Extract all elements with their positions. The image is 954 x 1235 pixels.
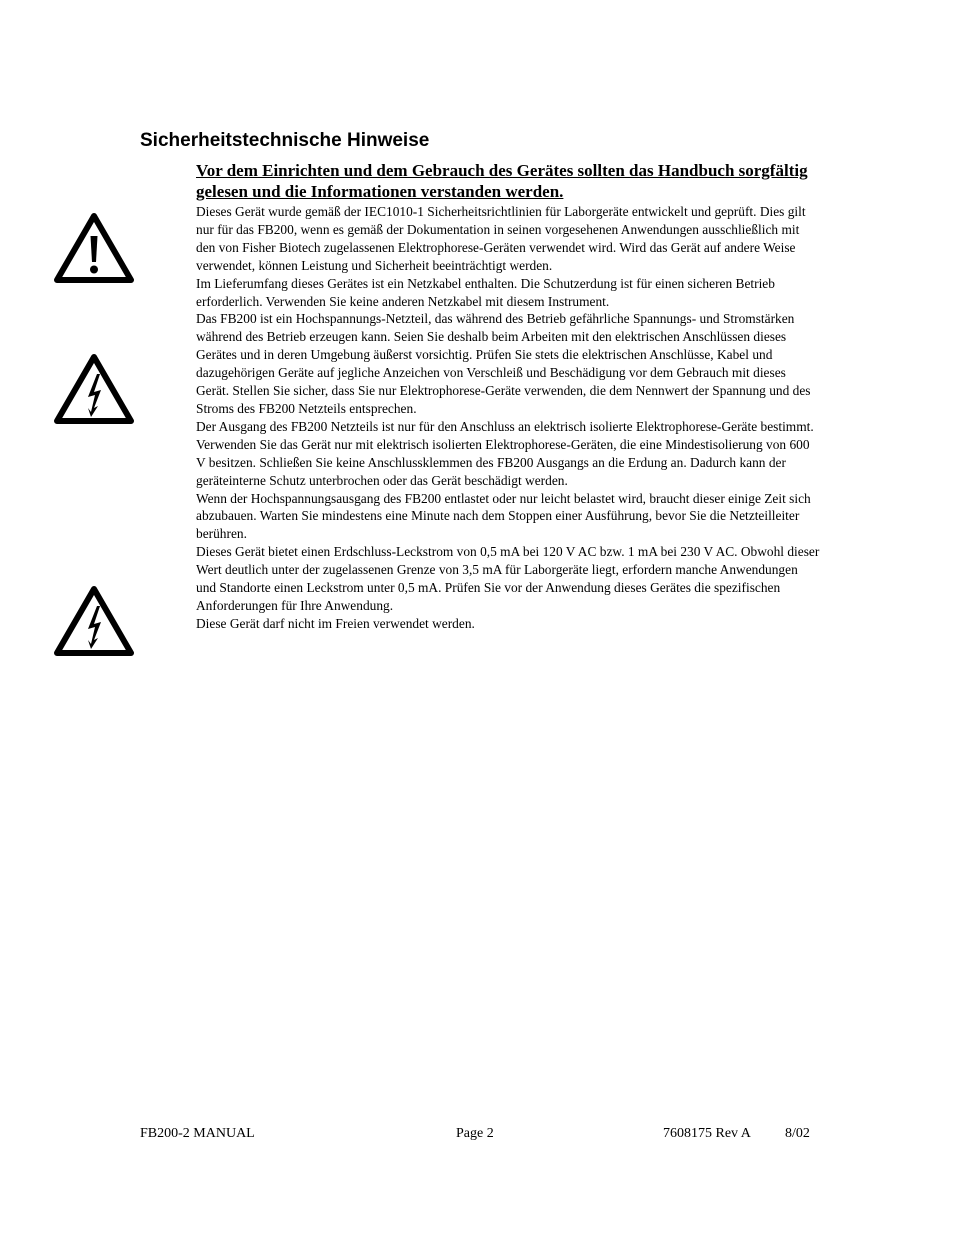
intro-notice: Vor dem Einrichten und dem Gebrauch des Gerätes sollten das Handbuch sorgfältig gelesen und die Informationen verstanden werden. <box>196 161 808 201</box>
page-title: Sicherheitstechnische Hinweise <box>140 130 430 151</box>
paragraph-iec-compliance: Dieses Gerät wurde gemäß der IEC1010-1 Sicherheitsrichtlinien für Laborgeräte entwickelt und geprüft. Dies gilt nur für das FB200, wenn es gemäß der Dokumentation in seinen vorgesehenen Anwendungen ausschließlich mit den von Fisher Biotech zugelassenen Elektrophorese-Geräten verwendet wird. Wird das Gerät auf andere Weise verwendet, können Leistung und Sicherheit beeinträchtigt werden. <box>196 204 806 273</box>
footer-date: 8/02 <box>785 1126 810 1141</box>
paragraph-indoor-use: Diese Gerät darf nicht im Freien verwendet werden. <box>196 615 475 631</box>
footer-doc-number: 7608175 Rev A <box>663 1126 751 1141</box>
paragraph-isolated-output: Der Ausgang des FB200 Netzteils ist nur für den Anschluss an elektrisch isolierte Elektrophorese-Geräte bestimmt. Verwenden Sie das Gerät nur mit elektrisch isolierten Elektrophorese-Geräten, die eine Mindestisolierung von 600 V besitzen. Schließen Sie keine Anschlussklemmen des FB200 Ausgangs an die Erdung an. Dadurch kann der geräteinterne Schutz unterbrochen oder das Gerät beschädigt werden. <box>196 418 814 488</box>
footer-page-number: Page 2 <box>456 1126 494 1141</box>
paragraph-power-cord: Im Lieferumfang dieses Gerätes ist ein Netzkabel enthalten. Die Schutzerdung ist für einen sicheren Betrieb erforderlich. Verwenden Sie keine anderen Netzkabel mit diesem Instrument. <box>196 275 775 309</box>
warning-exclamation-icon <box>54 212 134 284</box>
electric-shock-icon <box>54 353 134 425</box>
paragraph-high-voltage: Das FB200 ist ein Hochspannungs-Netzteil, das während des Betrieb gefährliche Spannungs- und Stromstärken während des Betrieb erzeugen kann. Seien Sie deshalb beim Arbeiten mit den elektrischen Anschlüssen dieses Gerätes und in deren Umgebung äußerst vorsichtig. Prüfen Sie stets die elektrischen Anschlüsse, Kabel und dazugehörigen Geräte auf jegliche Anzeichen von Verschleiß und Beschädigung vor dem Gebrauch mit dieses Gerät. Stellen Sie sicher, dass Sie nur Elektrophorese-Geräte verwenden, die dem Nennwert der Spannung und des Stroms des FB200 Netzteils entsprechen. <box>196 311 811 416</box>
electric-shock-icon <box>54 585 134 657</box>
paragraph-discharge-time: Wenn der Hochspannungsausgang des FB200 entlastet oder nur leicht belastet wird, braucht dieser einige Zeit sich abzubauen. Warten Sie mindestens eine Minute nach dem Stoppen einer Ausführung, bevor Sie die Netzteilleiter berühren. <box>196 490 811 542</box>
paragraph-leakage-current: Dieses Gerät bietet einen Erdschluss-Leckstrom von 0,5 mA bei 120 V AC bzw. 1 mA bei 230 V AC. Obwohl dieser Wert deutlich unter der zugelassenen Grenze von 3,5 mA für Laborgeräte liegt, erfordern manche Anwendungen und Standorte einen Leckstrom unter 0,5 mA. Prüfen Sie vor der Anwendung dieses Gerätes die spezifischen Anforderungen für Ihre Anwendung. <box>196 544 820 613</box>
footer-manual-name: FB200-2 MANUAL <box>140 1126 255 1141</box>
safety-notes <box>196 203 821 633</box>
